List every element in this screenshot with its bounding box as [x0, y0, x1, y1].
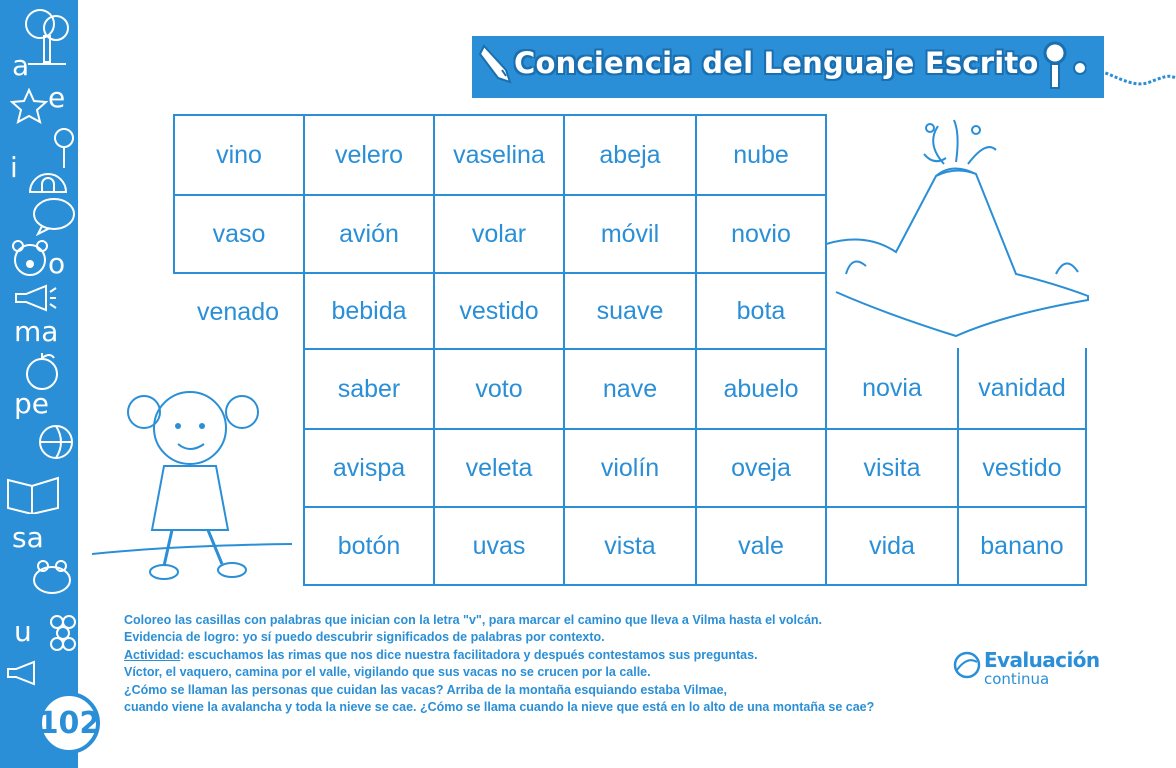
- megaphone-icon-2: [4, 658, 44, 688]
- word-text: voto: [475, 374, 523, 403]
- sidebar-letter-o: o: [48, 247, 66, 280]
- word-text: novia: [862, 373, 922, 402]
- word-text: vanidad: [978, 373, 1066, 402]
- ball-icon: [36, 422, 76, 462]
- globe-icon: [952, 650, 982, 680]
- sidebar: [0, 0, 84, 768]
- magnifier-icon: [1040, 40, 1070, 92]
- apple-icon: [20, 350, 64, 392]
- page-title: Conciencia del Lenguaje Escrito: [514, 46, 1039, 80]
- word-text: novio: [731, 219, 791, 248]
- word-text: veleta: [465, 453, 533, 482]
- bear-icon: [8, 236, 52, 280]
- grapes-icon: [46, 608, 80, 658]
- instruction-line: ¿Cómo se llaman las personas que cuidan las vacas? Arriba de la montaña esquiando estaba Vilmae,: [124, 682, 727, 697]
- word-text: oveja: [731, 453, 791, 482]
- word-text: abeja: [599, 140, 661, 169]
- word-cell[interactable]: [957, 506, 1087, 586]
- word-cell[interactable]: [957, 428, 1087, 508]
- word-text: venado: [196, 297, 280, 326]
- instruction-line: Coloreo las casillas con palabras que inician con la letra "v", para marcar el camino que lleva a Vilma hasta el volcán.: [124, 613, 823, 627]
- word-cell[interactable]: [173, 272, 305, 350]
- word-text: móvil: [600, 219, 660, 248]
- instruction-line: Víctor, el vaquero, camina por el valle, vigilando que sus vacas no se crucen por la calle.: [124, 665, 651, 680]
- pencil-icon: [478, 40, 514, 86]
- word-cell[interactable]: [433, 194, 565, 274]
- activity-label: Actividad: [124, 647, 181, 662]
- word-cell[interactable]: [825, 506, 959, 586]
- word-cell[interactable]: [303, 506, 435, 586]
- word-cell[interactable]: [695, 272, 827, 350]
- word-cell[interactable]: [303, 428, 435, 508]
- word-text: violín: [600, 453, 660, 482]
- speech-bubble-icon: [30, 196, 78, 236]
- word-text: visita: [863, 453, 921, 482]
- igloo-icon: [26, 160, 70, 194]
- word-text: bebida: [331, 296, 407, 325]
- page-number: 102: [38, 692, 100, 754]
- word-cell[interactable]: [173, 114, 305, 196]
- word-text: banano: [980, 531, 1064, 560]
- frog-icon: [28, 554, 76, 598]
- sidebar-letter-e: e: [48, 81, 66, 114]
- word-cell[interactable]: [563, 348, 697, 430]
- word-cell[interactable]: [825, 348, 959, 430]
- word-cell[interactable]: [563, 428, 697, 508]
- word-cell[interactable]: [173, 194, 305, 274]
- word-cell[interactable]: [303, 348, 435, 430]
- star-icon: [10, 88, 48, 124]
- word-cell[interactable]: [695, 428, 827, 508]
- word-cell[interactable]: [563, 272, 697, 350]
- sidebar-letter-pe: pe: [14, 387, 49, 420]
- sidebar-letter-a: a: [12, 49, 30, 82]
- word-cell[interactable]: [695, 506, 827, 586]
- megaphone-icon: [12, 282, 58, 314]
- sidebar-letter-ma: ma: [14, 315, 59, 348]
- word-text: uvas: [472, 531, 526, 560]
- word-text: nave: [602, 374, 658, 403]
- word-text: botón: [337, 531, 401, 560]
- word-text: volar: [471, 219, 527, 248]
- girl-illustration: [92, 378, 292, 588]
- instruction-line: cuando viene la avalancha y toda la nieve se cae. ¿Cómo se llama cuando la nieve que está en lo alto de una montaña se cae?: [124, 700, 875, 715]
- volcano-illustration: [826, 114, 1092, 338]
- word-cell[interactable]: [563, 114, 697, 196]
- word-cell[interactable]: [433, 506, 565, 586]
- word-text: vestido: [982, 453, 1062, 482]
- word-cell[interactable]: [695, 348, 827, 430]
- word-cell[interactable]: [433, 348, 565, 430]
- word-cell[interactable]: [825, 428, 959, 508]
- activity-text: : escuchamos las rimas que nos dice nuestra facilitadora y después contestamos sus preguntas.: [180, 647, 758, 662]
- word-cell[interactable]: [695, 194, 827, 274]
- word-text: nube: [733, 140, 789, 169]
- word-cell[interactable]: [433, 428, 565, 508]
- word-cell[interactable]: [433, 272, 565, 350]
- word-text: vaso: [212, 219, 266, 248]
- banner-string: [1070, 56, 1176, 90]
- word-text: velero: [334, 140, 404, 169]
- word-cell[interactable]: [563, 194, 697, 274]
- evaluation-badge-subtitle: continua: [984, 670, 1050, 688]
- word-cell[interactable]: [303, 114, 435, 196]
- instruction-line: Evidencia de logro: yo sí puedo descubrir significados de palabras por contexto.: [124, 630, 605, 645]
- word-cell[interactable]: [957, 348, 1087, 430]
- word-cell[interactable]: [433, 114, 565, 196]
- word-text: abuelo: [723, 374, 799, 403]
- word-text: bota: [736, 296, 786, 325]
- word-cell[interactable]: [303, 272, 435, 350]
- sidebar-letter-i: i: [10, 151, 18, 184]
- sidebar-letter-sa: sa: [12, 521, 44, 554]
- word-text: avión: [339, 219, 399, 248]
- word-text: vaselina: [453, 140, 545, 169]
- word-cell[interactable]: [303, 194, 435, 274]
- word-cell[interactable]: [695, 114, 827, 196]
- word-text: saber: [337, 374, 401, 403]
- word-text: vino: [216, 140, 262, 169]
- instructions: [124, 612, 984, 716]
- word-text: vista: [604, 531, 656, 560]
- word-text: vale: [738, 531, 784, 560]
- word-text: avispa: [332, 453, 406, 482]
- word-cell[interactable]: [563, 506, 697, 586]
- word-text: vida: [869, 531, 915, 560]
- word-text: suave: [596, 296, 664, 325]
- sidebar-letter-u: u: [14, 615, 32, 648]
- word-text: vestido: [459, 296, 539, 325]
- book-icon: [4, 470, 62, 514]
- evaluation-badge-title: Evaluación: [984, 648, 1100, 672]
- instruction-line: [124, 647, 984, 664]
